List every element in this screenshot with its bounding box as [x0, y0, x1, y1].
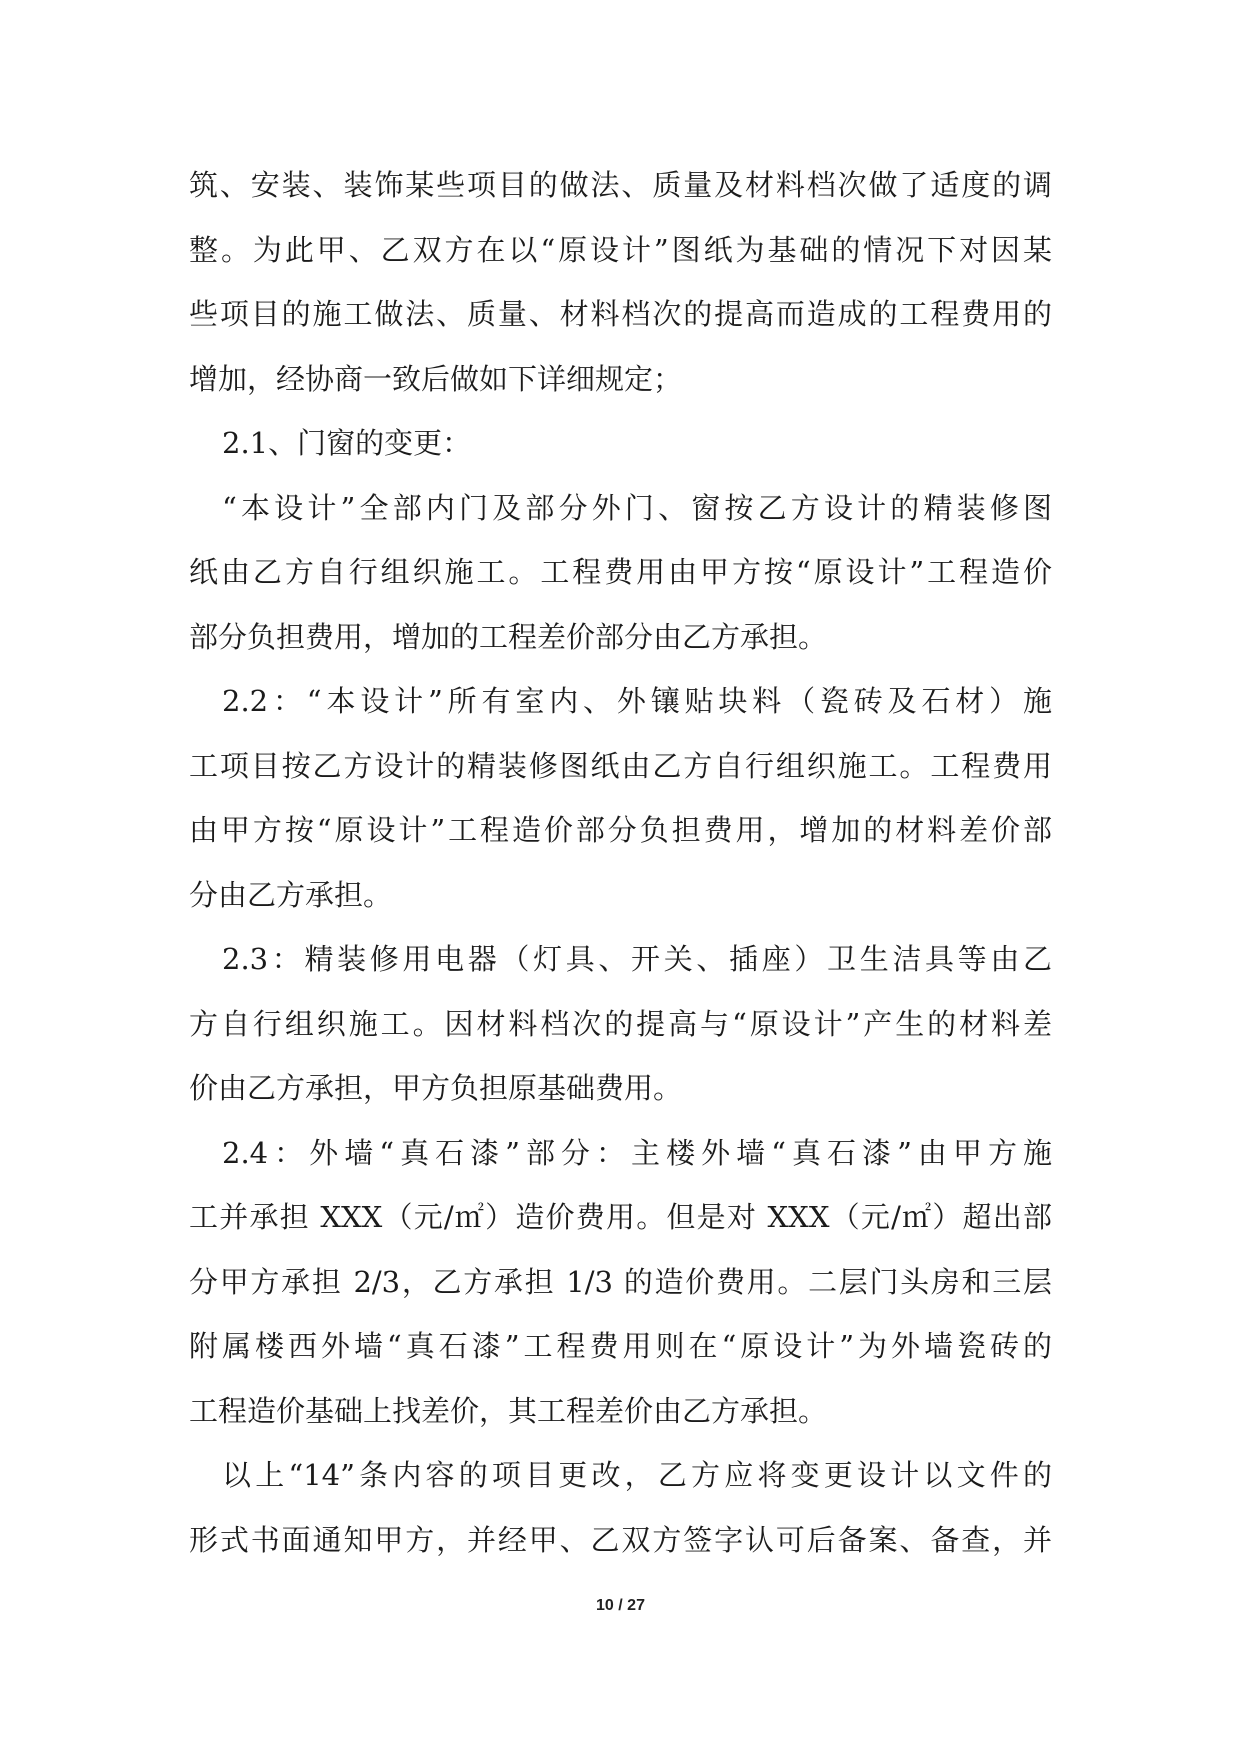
page-number: 10 / 27	[596, 1597, 645, 1614]
text-line: 部分负担费用，增加的工程差价部分由乙方承担。	[189, 619, 828, 654]
text-line: “本设计”全部内门及部分外门、窗按乙方设计的精装修图	[222, 490, 1052, 525]
text-line: 2.3：精装修用电器（灯具、开关、插座）卫生洁具等由乙	[222, 942, 1052, 977]
text-line: 工并承担 XXX（元/㎡）造价费用。但是对 XXX（元/㎡）超出部	[189, 1200, 1052, 1235]
text-line: 纸由乙方自行组织施工。工程费用由甲方按“原设计”工程造价	[189, 555, 1052, 590]
text-line: 筑、安装、装饰某些项目的做法、质量及材料档次做了适度的调	[189, 168, 1052, 202]
text-line: 工程造价基础上找差价，其工程差价由乙方承担。	[189, 1393, 828, 1428]
text-line: 方自行组织施工。因材料档次的提高与“原设计”产生的材料差	[189, 1006, 1052, 1041]
text-line: 增加，经协商一致后做如下详细规定；	[189, 361, 683, 396]
text-line: 分由乙方承担。	[189, 877, 393, 912]
text-line: 价由乙方承担，甲方负担原基础费用。	[189, 1071, 683, 1106]
text-line: 2.2：“本设计”所有室内、外镶贴块料（瓷砖及石材）施	[222, 684, 1052, 719]
text-line: 分甲方承担 2/3，乙方承担 1/3 的造价费用。二层门头房和三层	[189, 1264, 1052, 1299]
text-line: 形式书面通知甲方，并经甲、乙双方签字认可后备案、备查，并	[189, 1522, 1052, 1557]
text-line: 2.1、门窗的变更：	[222, 426, 472, 461]
paragraph-continuation	[189, 153, 1052, 411]
text-line: 些项目的施工做法、质量、材料档次的提高而造成的工程费用的	[189, 297, 1052, 332]
document-body	[189, 153, 1052, 1572]
text-line: 2.4：外墙“真石漆”部分：主楼外墙“真石漆”由甲方施	[222, 1135, 1052, 1170]
text-line: 整。为此甲、乙双方在以“原设计”图纸为基础的情况下对因某	[189, 232, 1052, 267]
section-heading-2-1	[189, 411, 1052, 476]
text-line: 附属楼西外墙“真石漆”工程费用则在“原设计”为外墙瓷砖的	[189, 1329, 1052, 1364]
text-line: 以上“14”条内容的项目更改，乙方应将变更设计以文件的	[222, 1458, 1052, 1493]
text-line: 由甲方按“原设计”工程造价部分负担费用，增加的材料差价部	[189, 813, 1052, 848]
paragraph-2-3	[189, 927, 1052, 1121]
paragraph-2-4	[189, 1121, 1052, 1444]
paragraph-2-2	[189, 669, 1052, 927]
paragraph-summary	[189, 1443, 1052, 1572]
paragraph-doors-windows	[189, 476, 1052, 670]
text-line: 工项目按乙方设计的精装修图纸由乙方自行组织施工。工程费用	[189, 748, 1052, 783]
